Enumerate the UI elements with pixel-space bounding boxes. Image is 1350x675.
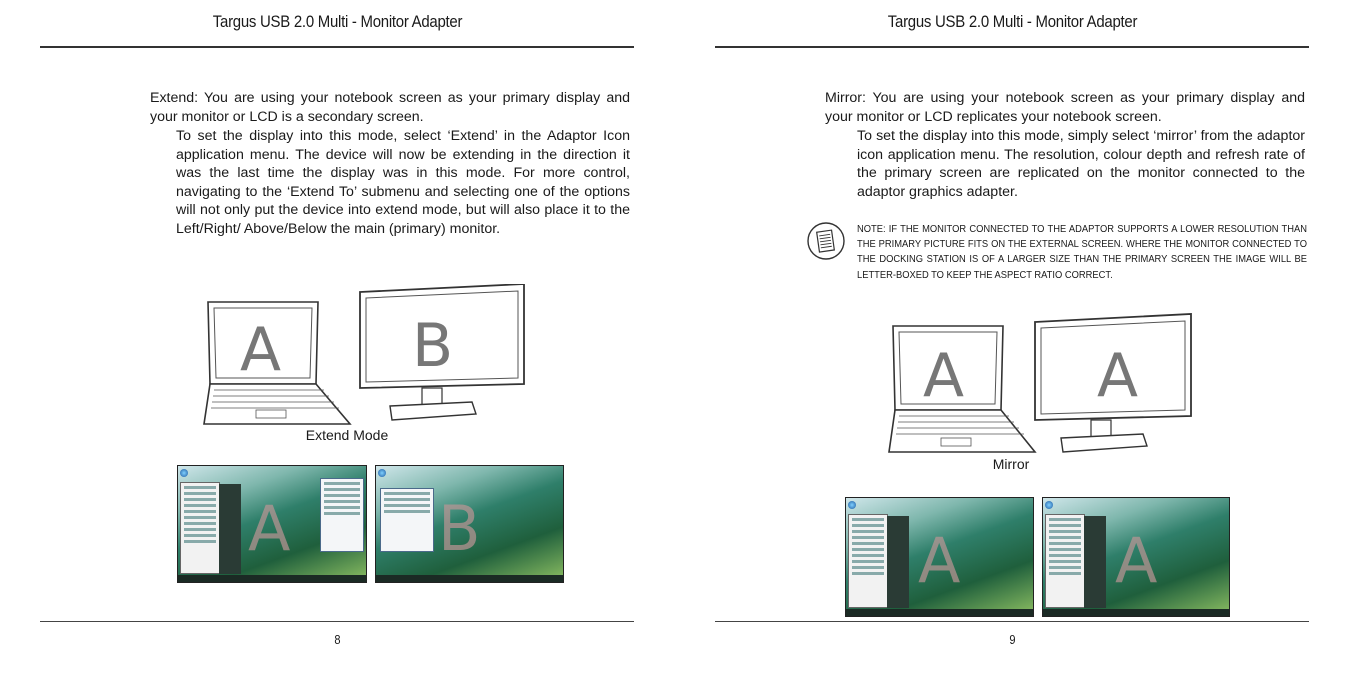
extend-mode-caption: Extend Mode	[305, 427, 389, 443]
laptop-letter: A	[240, 315, 282, 385]
start-menu	[1045, 514, 1085, 608]
extend-screen-left	[177, 465, 367, 583]
footer-rule	[40, 621, 634, 622]
mirror-screen-right	[1042, 497, 1230, 617]
right-page	[675, 0, 1350, 675]
monitor-letter: B	[412, 311, 454, 381]
header-rule	[40, 46, 634, 48]
extend-body: To set the display into this mode, select ‘Extend’ in the Adaptor Icon application menu. The device will now be extending in the direction it was the last time the display was in this mode. For more control, navigating to the ‘Extend To’ submenu and selecting one of the options will not only put the device into extend mode, but will also place it to the Left/Right/ Above/Below the main (primary) monitor.	[176, 128, 630, 237]
explorer-window	[380, 488, 434, 552]
notepad-icon	[806, 221, 846, 261]
mirror-mode-illustration	[885, 312, 1195, 462]
laptop-drawing	[204, 302, 350, 424]
mirror-intro: Mirror: You are using your notebook screen as your primary display and your monitor or LCD replicates your notebook screen.	[825, 90, 1305, 125]
header-rule	[715, 46, 1309, 48]
page-number: 9	[1009, 632, 1016, 647]
screen-letter: A	[1115, 524, 1158, 597]
start-orb-icon	[1045, 501, 1053, 509]
extend-mode-illustration	[200, 284, 530, 434]
page-header-title: Targus USB 2.0 Multi - Monitor Adapter	[212, 12, 463, 31]
extend-intro: Extend: You are using your notebook screen as your primary display and your monitor or LCD is a secondary screen.	[150, 90, 630, 125]
monitor-drawing	[360, 284, 524, 420]
screen-letter: A	[918, 524, 961, 597]
start-orb-icon	[378, 469, 386, 477]
start-orb-icon	[848, 501, 856, 509]
screen-letter: A	[248, 492, 291, 565]
start-menu	[180, 482, 220, 574]
screen-letter: B	[438, 492, 481, 565]
explorer-window	[320, 478, 364, 552]
mirror-mode-caption: Mirror	[992, 456, 1030, 472]
laptop-letter: A	[923, 341, 965, 411]
start-orb-icon	[180, 469, 188, 477]
laptop-drawing	[889, 326, 1035, 452]
start-menu	[848, 514, 888, 608]
note-text: NOTE: IF THE MONITOR CONNECTED TO THE ADAPTOR SUPPORTS A LOWER RESOLUTION THAN THE PRIMARY PICTURE FITS ON THE EXTERNAL SCREEN. WHERE THE MONITOR CONNECTED TO THE DOCKING STATION IS OF A LARGER SIZE THAN THE PRIMARY SCREEN THE IMAGE WILL BE LETTER-BOXED TO KEEP THE ASPECT RATIO CORRECT.	[857, 224, 1307, 281]
footer-rule	[715, 621, 1309, 622]
page-number: 8	[334, 632, 341, 647]
mirror-body: To set the display into this mode, simply select ‘mirror’ from the adaptor icon application menu. The resolution, colour depth and refresh rate of the primary screen are replicated on the monitor connected to the adaptor graphics adapter.	[857, 128, 1305, 200]
mirror-screen-left	[845, 497, 1034, 617]
page-header-title: Targus USB 2.0 Multi - Monitor Adapter	[887, 12, 1138, 31]
monitor-drawing	[1035, 314, 1191, 452]
extend-screen-right	[375, 465, 564, 583]
monitor-letter: A	[1097, 341, 1139, 411]
